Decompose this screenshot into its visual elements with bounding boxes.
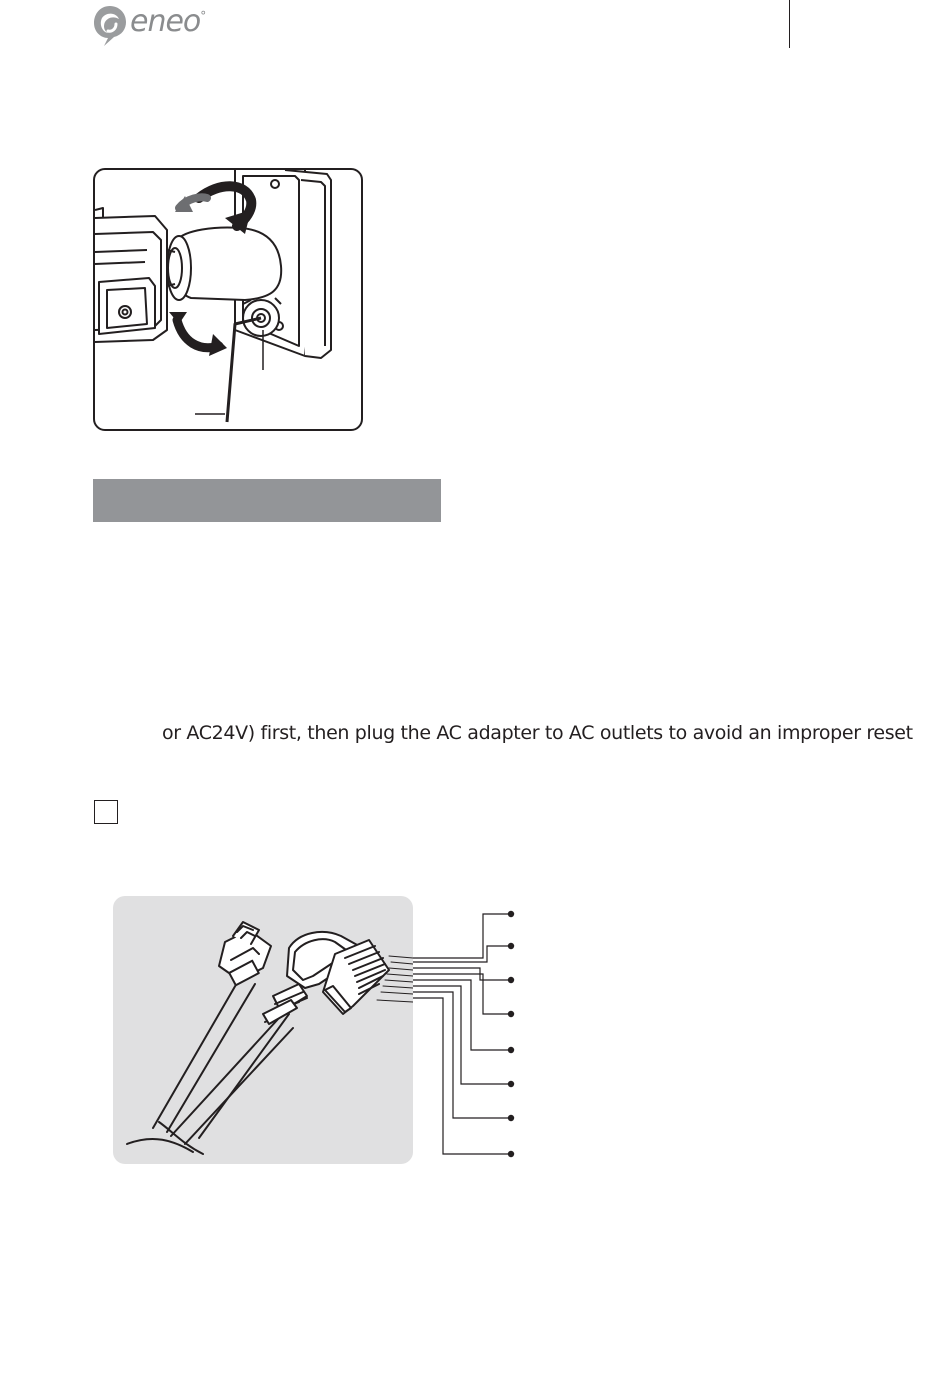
connector-dot-icon [508, 911, 514, 1157]
brand-logo [92, 4, 204, 48]
body-text-line: or AC24V) first, then plug the AC adapter to AC outlets to avoid an improper reset [162, 722, 913, 744]
tilt-arrow-icon [169, 312, 227, 356]
brand-name: eneo° [130, 4, 206, 39]
bracket-adjust-figure [93, 168, 363, 431]
step-checkbox [94, 800, 118, 824]
section-header-bar [93, 479, 441, 522]
eneo-swirl-icon [92, 4, 128, 48]
bracket-adjust-illustration [95, 170, 361, 429]
wire-leads [355, 900, 525, 1165]
header-margin-rule [789, 0, 790, 48]
